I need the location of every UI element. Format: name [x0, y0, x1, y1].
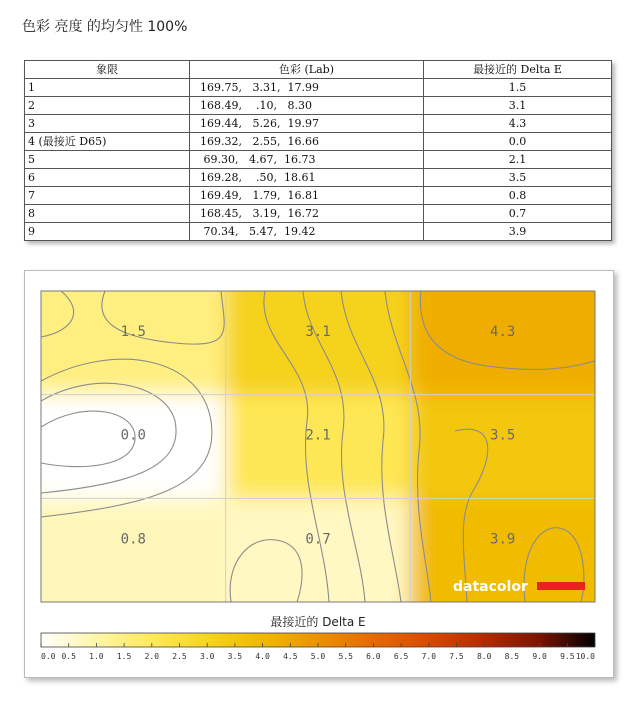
legend-tick-label: 2.5 [172, 652, 187, 661]
legend-tick-label: 7.0 [421, 652, 437, 661]
heatmap-cell [410, 498, 613, 632]
cell-lab: 169.28, .50, 18.61 [190, 169, 424, 187]
cell-delta: 3.1 [424, 97, 612, 115]
legend-tick-label: 10.0 [575, 652, 595, 661]
cell-delta: 3.9 [424, 223, 612, 241]
table-row [25, 133, 612, 151]
legend-tick-label: 4.5 [283, 652, 298, 661]
cell-delta: 0.0 [424, 133, 612, 151]
cell-quadrant: 3 [25, 115, 190, 133]
legend-ticks [41, 643, 595, 661]
cell-delta: 4.3 [424, 115, 612, 133]
legend-tick-label: 6.5 [393, 652, 409, 661]
page-title: 色彩 亮度 的均匀性 100% [22, 19, 188, 35]
legend-tick-label: 6.0 [366, 652, 381, 661]
legend-tick-label: 4.0 [255, 652, 270, 661]
datacolor-logo-bar [537, 582, 585, 590]
legend-tick-label: 8.0 [476, 652, 492, 661]
table-body [25, 79, 612, 241]
uniformity-heatmap [25, 271, 613, 677]
zone-label: 1.5 [120, 324, 146, 340]
header-lab: 色彩 (Lab) [190, 61, 424, 79]
legend-tick-label: 1.0 [89, 652, 104, 661]
table-row [25, 151, 612, 169]
legend-tick-label: 9.0 [532, 652, 547, 661]
cell-quadrant: 4 (最接近 D65) [25, 133, 190, 151]
header-delta: 最接近的 Delta E [424, 61, 612, 79]
header-quadrant: 象限 [25, 61, 190, 79]
cell-delta: 3.5 [424, 169, 612, 187]
cell-lab: 169.75, 3.31, 17.99 [190, 79, 424, 97]
cell-delta: 1.5 [424, 79, 612, 97]
zone-label: 3.9 [490, 531, 516, 548]
cell-lab: 168.49, .10, 8.30 [190, 97, 424, 115]
zone-label: 3.1 [305, 324, 331, 340]
table-row [25, 187, 612, 205]
cell-quadrant: 2 [25, 97, 190, 115]
table-row [25, 169, 612, 187]
results-table-container [24, 60, 612, 241]
cell-quadrant: 5 [25, 151, 190, 169]
legend-tick-label: 8.5 [504, 652, 520, 661]
legend-tick-label: 5.0 [310, 652, 326, 661]
cell-lab: 69.30, 4.67, 16.73 [190, 151, 424, 169]
heatmap-cell [410, 395, 613, 499]
cell-lab: 169.49, 1.79, 16.81 [190, 187, 424, 205]
table-row [25, 97, 612, 115]
table-row [25, 205, 612, 223]
cell-quadrant: 9 [25, 223, 190, 241]
cell-quadrant: 8 [25, 205, 190, 223]
heatmap-cell [226, 498, 411, 632]
uniformity-chart-card [24, 270, 614, 678]
cell-delta: 2.1 [424, 151, 612, 169]
table-header-row [25, 61, 612, 79]
legend-tick-label: 3.0 [199, 652, 215, 661]
zone-label: 4.3 [490, 324, 516, 340]
heatmap-cell [25, 395, 226, 499]
cell-delta: 0.8 [424, 187, 612, 205]
legend-tick-label: 7.5 [449, 652, 464, 661]
legend-tick-label: 1.5 [116, 652, 132, 661]
cell-lab: 169.32, 2.55, 16.66 [190, 133, 424, 151]
legend-tick-label: 3.5 [227, 652, 243, 661]
cell-quadrant: 1 [25, 79, 190, 97]
legend-title: 最接近的 Delta E [270, 615, 366, 629]
zone-label: 3.5 [490, 427, 516, 444]
zone-label: 0.7 [305, 531, 331, 548]
legend-tick-label: 5.5 [338, 652, 353, 661]
cell-lab: 168.45, 3.19, 16.72 [190, 205, 424, 223]
heatmap-cell [25, 498, 226, 632]
datacolor-logo-text: datacolor [453, 579, 528, 595]
results-table [24, 60, 612, 241]
cell-quadrant: 6 [25, 169, 190, 187]
legend-tick-label: 2.0 [144, 652, 160, 661]
cell-lab: 70.34, 5.47, 19.42 [190, 223, 424, 241]
legend-tick-label: 0.5 [61, 652, 76, 661]
cell-delta: 0.7 [424, 205, 612, 223]
zone-label: 0.0 [120, 427, 146, 444]
zone-label: 2.1 [305, 427, 331, 444]
zone-label: 0.8 [120, 531, 146, 548]
cell-quadrant: 7 [25, 187, 190, 205]
legend-tick-label: 9.5 [560, 652, 575, 661]
cell-lab: 169.44, 5.26, 19.97 [190, 115, 424, 133]
table-row [25, 79, 612, 97]
table-row [25, 223, 612, 241]
table-row [25, 115, 612, 133]
legend-tick-label: 0.0 [41, 652, 56, 661]
